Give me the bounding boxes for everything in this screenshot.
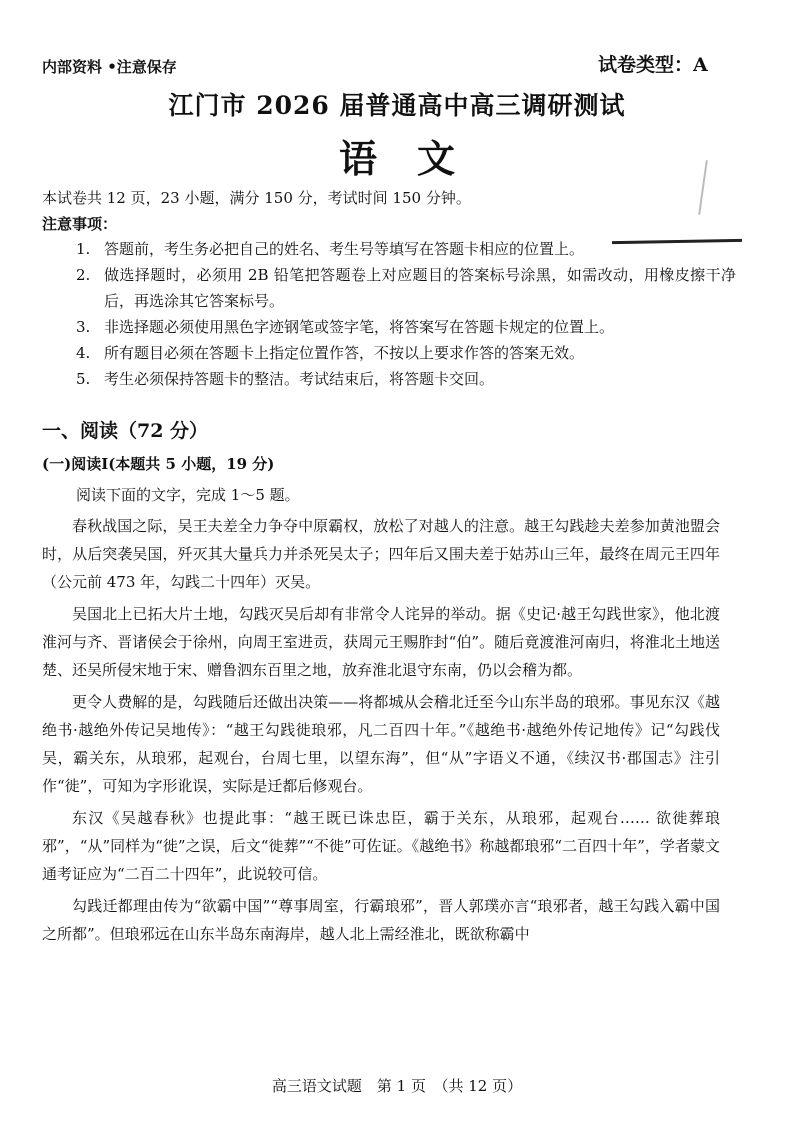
note-item bbox=[76, 314, 736, 340]
notes-list bbox=[76, 236, 736, 392]
section-heading: 一、阅读（72 分） bbox=[42, 420, 209, 442]
passage-paragraph: 勾践迁都理由传为“欲霸中国”“尊事周室，行霸琅邪”，晋人郭璞亦言“琅邪者，越王勾践入霸中国之所都”。但琅邪远在山东半岛东南海岸，越人北上需经淮北，既欲称霸中 bbox=[42, 897, 720, 943]
note-item bbox=[76, 340, 736, 366]
passage-paragraph: 吴国北上已拓大片土地，勾践灭吴后却有非常令人诧异的举动。据《史记·越王勾践世家》，他北渡淮河与齐、晋诸侯会于徐州，向周王室进贡，获周元王赐胙封“伯”。随后竟渡淮河南归，将淮北土地送楚、还吴所侵宋地于宋、赠鲁泗东百里之地，放弃淮北退守东南，仍以会稽为都。 bbox=[42, 605, 720, 679]
passage-paragraph: 东汉《吴越春秋》也提此事：“越王既已诛忠臣，霸于关东，从琅邪，起观台…… 欲徙葬琅邪”，“从”同样为“徙”之误，后文“徙葬”“不徙”可佐证。《越绝书》称越都琅邪“二百四十年”，学者蒙文通考证应为“二百二十四年”，此说较可信。 bbox=[42, 809, 720, 883]
page-footer: 高三语文试题 第 1 页 （共 12 页） bbox=[271, 1077, 523, 1095]
note-text: 答题前，考生务必把自己的姓名、考生号等填写在答题卡相应的位置上。 bbox=[104, 240, 585, 258]
reading-prompt: 阅读下面的文字，完成 1～5 题。 bbox=[76, 486, 300, 504]
note-number: 3. bbox=[76, 318, 91, 336]
notes-heading: 注意事项： bbox=[42, 215, 118, 233]
exam-title: 江门市 2026 届普通高中高三调研测试 bbox=[168, 91, 626, 120]
passage-paragraph: 更令人费解的是，勾践随后还做出决策——将都城从会稽北迁至今山东半岛的琅邪。事见东汉《越绝书·越绝外传记吴地传》：“越王勾践徙琅邪，凡二百四十年。”《越绝书·越绝外传记地传》记“勾践伐吴，霸关东，从琅邪，起观台，台周七里，以望东海”，但“从”字语义不通，《续汉书·郡国志》注引作“徙”，可知为字形讹误，实际是迁都后修观台。 bbox=[42, 693, 720, 795]
subsection-heading: (一)阅读Ⅰ(本题共 5 小题，19 分) bbox=[42, 455, 275, 473]
passage-paragraph: 春秋战国之际，吴王夫差全力争夺中原霸权，放松了对越人的注意。越王勾践趁夫差参加黄池盟会时，从后突袭吴国，歼灭其大量兵力并杀死吴太子；四年后又围夫差于姑苏山三年，最终在周元王四年（公元前 473 年，勾践二十四年）灭吴。 bbox=[42, 517, 720, 591]
note-text: 做选择题时，必须用 2B 铅笔把答题卷上对应题目的答案标号涂黑，如需改动，用橡皮擦干净后，再选涂其它答案标号。 bbox=[104, 266, 736, 310]
note-text: 考生必须保持答题卡的整洁。考试结束后，将答题卡交回。 bbox=[104, 370, 495, 388]
note-number: 1. bbox=[76, 240, 91, 258]
note-number: 5. bbox=[76, 370, 91, 388]
note-text: 非选择题必须使用黑色字迹钢笔或签字笔，将答案写在答题卡规定的位置上。 bbox=[104, 318, 615, 336]
reading-passage bbox=[42, 512, 720, 952]
note-number: 2. bbox=[76, 266, 91, 284]
note-item bbox=[76, 262, 736, 314]
paper-type-label: 试卷类型：A bbox=[598, 54, 708, 76]
note-text: 所有题目必须在答题卡上指定位置作答，不按以上要求作答的答案无效。 bbox=[104, 344, 585, 362]
confidential-label: 内部资料 •注意保存 bbox=[42, 58, 177, 76]
note-item bbox=[76, 366, 736, 392]
subject-title: 语文 bbox=[338, 136, 495, 181]
note-number: 4. bbox=[76, 344, 91, 362]
exam-intro: 本试卷共 12 页，23 小题，满分 150 分，考试时间 150 分钟。 bbox=[42, 189, 471, 207]
